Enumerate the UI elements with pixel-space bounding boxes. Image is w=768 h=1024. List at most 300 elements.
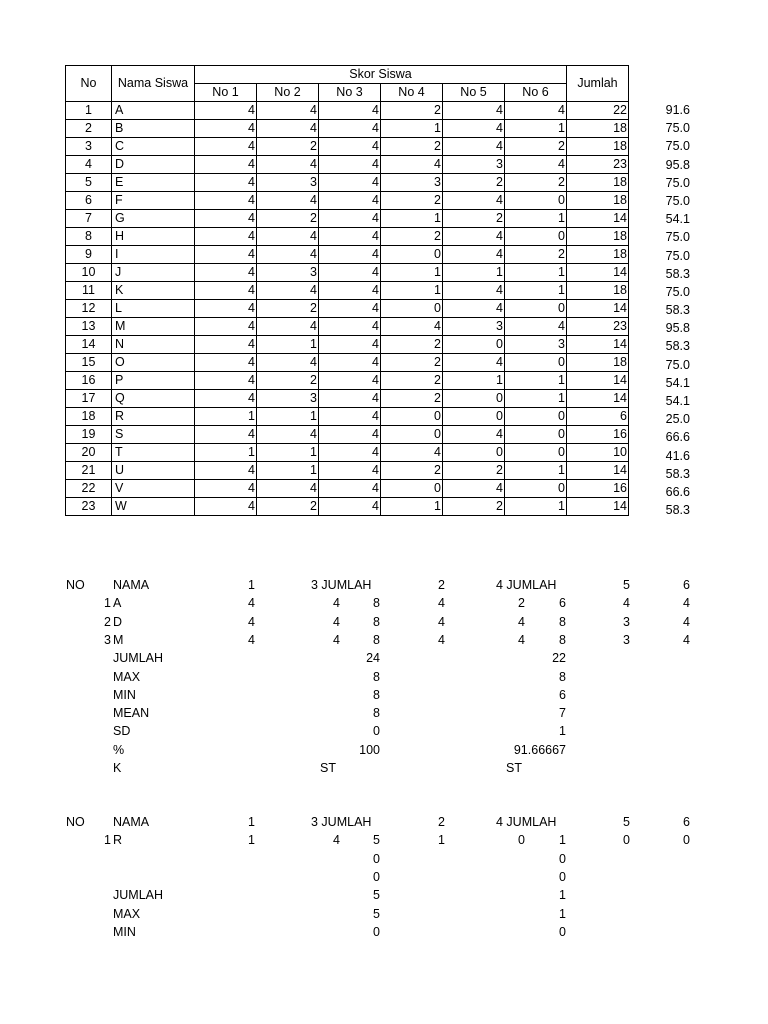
summary-cell: 1 (248, 833, 255, 848)
percentage-value: 75.0 (665, 284, 690, 299)
cell-score: 2 (443, 210, 505, 228)
percentage-value: 41.6 (665, 448, 690, 463)
cell-score: 4 (257, 246, 319, 264)
cell-score: 4 (319, 480, 381, 498)
summary-cell: 1 (248, 815, 255, 829)
cell-no: 2 (66, 120, 112, 138)
cell-score: 2 (505, 138, 567, 156)
cell-score: 4 (443, 282, 505, 300)
cell-score: 2 (381, 372, 443, 390)
summary-cell: NAMA (113, 578, 150, 592)
cell-score: 4 (195, 390, 257, 408)
cell-score: 4 (443, 246, 505, 264)
table-row (66, 300, 629, 318)
cell-score: 1 (257, 462, 319, 480)
cell-jumlah: 22 (567, 102, 629, 120)
summary-cell: 0 (623, 833, 630, 848)
cell-score: 4 (319, 462, 381, 480)
percentage-value: 66.6 (665, 430, 690, 445)
summary-cell: 6 (683, 815, 690, 829)
cell-nama: F (112, 192, 195, 210)
cell-no: 6 (66, 192, 112, 210)
cell-no: 14 (66, 336, 112, 354)
cell-nama: H (112, 228, 195, 246)
percentage-value: 95.8 (665, 157, 690, 172)
cell-score: 4 (443, 120, 505, 138)
summary-row (0, 813, 768, 831)
percentage-value: 58.3 (665, 466, 690, 481)
cell-score: 1 (505, 210, 567, 228)
cell-score: 1 (195, 444, 257, 462)
cell-score: 4 (195, 120, 257, 138)
cell-score: 1 (505, 282, 567, 300)
summary-cell: 4 (518, 632, 525, 647)
cell-score: 4 (195, 480, 257, 498)
cell-score: 4 (319, 102, 381, 120)
cell-jumlah: 14 (567, 300, 629, 318)
cell-score: 4 (257, 354, 319, 372)
summary-cell: 8 (559, 669, 566, 684)
summary-cell: 4 (248, 614, 255, 629)
cell-jumlah: 18 (567, 174, 629, 192)
cell-jumlah: 14 (567, 264, 629, 282)
cell-score: 0 (443, 336, 505, 354)
cell-score: 4 (443, 138, 505, 156)
percentage-value: 54.1 (665, 212, 690, 227)
cell-no: 5 (66, 174, 112, 192)
cell-score: 3 (257, 174, 319, 192)
percentage-value: 58.3 (665, 339, 690, 354)
summary-cell: 8 (373, 706, 380, 721)
summary-row (0, 759, 768, 777)
table-row (66, 174, 629, 192)
summary-row (0, 649, 768, 667)
cell-score: 1 (505, 264, 567, 282)
cell-score: 1 (381, 210, 443, 228)
cell-score: 2 (381, 102, 443, 120)
cell-score: 4 (319, 336, 381, 354)
cell-score: 4 (319, 408, 381, 426)
header-skor-siswa: Skor Siswa (195, 66, 567, 84)
cell-score: 4 (195, 498, 257, 516)
cell-score: 3 (443, 156, 505, 174)
summary-cell: 6 (559, 596, 566, 611)
cell-score: 2 (257, 300, 319, 318)
cell-score: 4 (319, 264, 381, 282)
summary-cell: 1 (559, 724, 566, 739)
cell-no: 22 (66, 480, 112, 498)
cell-score: 4 (443, 192, 505, 210)
cell-no: 17 (66, 390, 112, 408)
cell-no: 23 (66, 498, 112, 516)
summary-cell: 5 (623, 578, 630, 592)
cell-score: 2 (381, 462, 443, 480)
cell-score: 4 (195, 300, 257, 318)
cell-jumlah: 18 (567, 192, 629, 210)
summary-cell: 4 (333, 614, 340, 629)
header-question-6: No 6 (505, 84, 567, 102)
summary-cell: MAX (113, 906, 141, 921)
summary-cell: 8 (559, 632, 566, 647)
cell-score: 4 (443, 300, 505, 318)
summary-cell: 8 (559, 614, 566, 629)
summary-cell: 8 (373, 596, 380, 611)
cell-score: 2 (381, 390, 443, 408)
cell-score: 0 (381, 408, 443, 426)
cell-score: 4 (443, 228, 505, 246)
percentage-value: 54.1 (665, 394, 690, 408)
cell-score: 1 (381, 264, 443, 282)
cell-no: 13 (66, 318, 112, 336)
cell-score: 1 (381, 282, 443, 300)
cell-no: 12 (66, 300, 112, 318)
cell-score: 0 (381, 246, 443, 264)
summary-cell: 8 (373, 687, 380, 702)
summary-cell: 3 JUMLAH (311, 578, 372, 592)
summary-cell: ST (506, 761, 522, 775)
cell-score: 1 (381, 120, 443, 138)
summary-cell: 4 (683, 596, 690, 611)
cell-score: 3 (257, 390, 319, 408)
percentage-value: 58.3 (665, 266, 690, 281)
table-row (66, 408, 629, 426)
percentage-value: 95.8 (665, 321, 690, 336)
cell-nama: O (112, 354, 195, 372)
percentage-column (640, 101, 690, 519)
cell-jumlah: 14 (567, 462, 629, 480)
percentage-value: 75.0 (665, 139, 690, 154)
summary-row (0, 631, 768, 649)
summary-cell: 6 (559, 687, 566, 702)
summary-cell: 4 (518, 614, 525, 629)
cell-score: 0 (505, 444, 567, 462)
summary-cell: 8 (373, 632, 380, 647)
cell-no: 21 (66, 462, 112, 480)
summary-cell: 4 (683, 632, 690, 647)
cell-score: 2 (443, 174, 505, 192)
cell-no: 4 (66, 156, 112, 174)
cell-nama: L (112, 300, 195, 318)
cell-score: 4 (443, 354, 505, 372)
cell-no: 19 (66, 426, 112, 444)
cell-score: 4 (195, 318, 257, 336)
header-question-3: No 3 (319, 84, 381, 102)
cell-jumlah: 14 (567, 390, 629, 408)
summary-cell: JUMLAH (113, 651, 164, 666)
summary-cell: MAX (113, 669, 141, 684)
cell-score: 1 (257, 408, 319, 426)
cell-score: 4 (381, 318, 443, 336)
table-row (66, 390, 629, 408)
cell-nama: V (112, 480, 195, 498)
cell-score: 2 (257, 372, 319, 390)
summary-cell: SD (113, 724, 131, 739)
cell-score: 2 (381, 228, 443, 246)
cell-nama: E (112, 174, 195, 192)
cell-score: 4 (195, 210, 257, 228)
cell-score: 0 (381, 480, 443, 498)
cell-score: 2 (381, 336, 443, 354)
summary-cell: 4 (333, 632, 340, 647)
score-table (65, 65, 629, 516)
cell-jumlah: 6 (567, 408, 629, 426)
cell-jumlah: 14 (567, 372, 629, 390)
table-row (66, 318, 629, 336)
cell-score: 0 (505, 426, 567, 444)
cell-score: 0 (505, 300, 567, 318)
summary-row (0, 886, 768, 904)
cell-no: 3 (66, 138, 112, 156)
header-jumlah: Jumlah (567, 66, 629, 102)
cell-no: 20 (66, 444, 112, 462)
summary-cell: NO (66, 578, 85, 592)
percentage-value: 75.0 (665, 230, 690, 245)
cell-no: 1 (66, 102, 112, 120)
cell-score: 4 (195, 156, 257, 174)
summary-cell: ST (320, 761, 336, 775)
cell-score: 4 (443, 102, 505, 120)
cell-jumlah: 14 (567, 336, 629, 354)
percentage-value: 75.0 (665, 175, 690, 190)
percentage-value: 75.0 (665, 357, 690, 372)
cell-score: 2 (443, 462, 505, 480)
cell-score: 4 (195, 354, 257, 372)
cell-score: 4 (319, 426, 381, 444)
percentage-value: 58.3 (665, 503, 690, 518)
summary-cell: NAMA (113, 815, 150, 829)
cell-nama: T (112, 444, 195, 462)
cell-score: 4 (195, 462, 257, 480)
cell-score: 4 (195, 138, 257, 156)
cell-no: 10 (66, 264, 112, 282)
cell-score: 4 (319, 228, 381, 246)
cell-score: 4 (319, 210, 381, 228)
cell-score: 4 (195, 372, 257, 390)
summary-cell: 0 (559, 924, 566, 939)
header-question-2: No 2 (257, 84, 319, 102)
percentage-value: 75.0 (665, 121, 690, 136)
cell-score: 1 (505, 372, 567, 390)
cell-score: 4 (195, 228, 257, 246)
summary-cell: 7 (559, 706, 566, 721)
cell-score: 4 (195, 336, 257, 354)
summary-cell: 4 (438, 614, 445, 629)
cell-score: 1 (443, 372, 505, 390)
table-row (66, 480, 629, 498)
cell-score: 2 (505, 174, 567, 192)
cell-score: 1 (505, 120, 567, 138)
table-row (66, 282, 629, 300)
header-no: No (66, 66, 112, 102)
cell-score: 4 (505, 156, 567, 174)
cell-no: 16 (66, 372, 112, 390)
summary-cell: 6 (683, 578, 690, 592)
cell-score: 4 (257, 426, 319, 444)
cell-score: 4 (257, 282, 319, 300)
table-row (66, 102, 629, 120)
cell-jumlah: 18 (567, 228, 629, 246)
cell-score: 4 (319, 444, 381, 462)
table-row (66, 156, 629, 174)
summary-row (0, 905, 768, 923)
cell-score: 1 (257, 336, 319, 354)
summary-cell: 91.66667 (513, 742, 566, 757)
summary-cell: 5 (373, 888, 380, 903)
summary-cell: 4 (438, 596, 445, 611)
percentage-value: 25.0 (665, 412, 690, 427)
cell-score: 2 (381, 354, 443, 372)
cell-nama: W (112, 498, 195, 516)
summary-row (0, 594, 768, 612)
header-nama-siswa: Nama Siswa (112, 66, 195, 102)
summary-cell: NO (66, 815, 85, 829)
table-row (66, 444, 629, 462)
table-row (66, 246, 629, 264)
summary-cell: JUMLAH (113, 888, 164, 903)
summary-cell: 0 (373, 851, 380, 866)
summary-cell: 1 (248, 578, 255, 592)
cell-score: 3 (505, 336, 567, 354)
summary-cell: 0 (373, 924, 380, 939)
summary-cell: 2 (104, 614, 111, 629)
summary-cell: 4 JUMLAH (496, 578, 557, 592)
cell-score: 1 (443, 264, 505, 282)
cell-score: 4 (257, 156, 319, 174)
summary-cell: A (113, 596, 122, 611)
header-question-4: No 4 (381, 84, 443, 102)
cell-score: 1 (505, 498, 567, 516)
summary-cell: R (113, 833, 123, 848)
cell-score: 4 (257, 102, 319, 120)
cell-jumlah: 14 (567, 210, 629, 228)
cell-score: 1 (381, 498, 443, 516)
cell-score: 4 (257, 228, 319, 246)
cell-nama: S (112, 426, 195, 444)
cell-score: 3 (381, 174, 443, 192)
cell-no: 8 (66, 228, 112, 246)
cell-score: 4 (319, 156, 381, 174)
table-row (66, 210, 629, 228)
cell-score: 0 (443, 408, 505, 426)
summary-cell: 24 (366, 651, 380, 666)
summary-cell: 3 (104, 632, 111, 647)
cell-nama: P (112, 372, 195, 390)
cell-jumlah: 10 (567, 444, 629, 462)
cell-score: 4 (319, 372, 381, 390)
percentage-value: 91.6 (665, 103, 690, 117)
cell-score: 4 (195, 174, 257, 192)
percentage-value: 75.0 (665, 248, 690, 263)
cell-score: 1 (505, 462, 567, 480)
cell-score: 2 (257, 210, 319, 228)
summary-cell: % (113, 742, 125, 757)
summary-cell: K (113, 761, 122, 775)
summary-cell: M (113, 632, 124, 647)
summary-row (0, 686, 768, 704)
summary-row (0, 722, 768, 740)
cell-nama: G (112, 210, 195, 228)
summary-row (0, 741, 768, 759)
summary-cell: MIN (113, 687, 136, 702)
cell-score: 4 (195, 264, 257, 282)
table-row (66, 426, 629, 444)
summary-cell: 2 (518, 596, 525, 611)
summary-cell: 1 (559, 833, 566, 848)
table-row (66, 372, 629, 390)
summary-cell: 4 (248, 632, 255, 647)
cell-score: 4 (319, 318, 381, 336)
cell-score: 4 (195, 246, 257, 264)
summary-row (0, 868, 768, 886)
summary-cell: 3 (623, 632, 630, 647)
cell-no: 11 (66, 282, 112, 300)
summary-cell: 0 (683, 833, 690, 848)
cell-score: 4 (319, 354, 381, 372)
cell-score: 4 (195, 192, 257, 210)
percentage-value: 58.3 (665, 303, 690, 318)
cell-score: 0 (443, 390, 505, 408)
cell-score: 1 (257, 444, 319, 462)
summary-cell: 1 (104, 596, 111, 611)
table-row (66, 354, 629, 372)
cell-jumlah: 18 (567, 246, 629, 264)
summary-cell: D (113, 614, 123, 629)
cell-nama: B (112, 120, 195, 138)
cell-nama: U (112, 462, 195, 480)
cell-score: 3 (257, 264, 319, 282)
table-row (66, 498, 629, 516)
summary-cell: 5 (373, 906, 380, 921)
summary-cell: MIN (113, 924, 136, 939)
cell-nama: R (112, 408, 195, 426)
cell-jumlah: 16 (567, 480, 629, 498)
summary-cell: 0 (559, 851, 566, 866)
cell-score: 4 (443, 480, 505, 498)
cell-jumlah: 18 (567, 354, 629, 372)
summary-cell: 2 (438, 578, 445, 592)
cell-score: 4 (195, 102, 257, 120)
summary-row (0, 613, 768, 631)
summary-cell: 4 (683, 614, 690, 629)
summary-cell: MEAN (113, 706, 150, 721)
summary-cell: 1 (559, 906, 566, 921)
cell-score: 4 (257, 318, 319, 336)
summary-cell: 8 (373, 669, 380, 684)
cell-score: 0 (505, 192, 567, 210)
summary-cell: 4 JUMLAH (496, 815, 557, 829)
cell-no: 9 (66, 246, 112, 264)
table-row (66, 192, 629, 210)
cell-nama: K (112, 282, 195, 300)
cell-score: 2 (505, 246, 567, 264)
summary-cell: 100 (359, 742, 380, 757)
cell-score: 4 (319, 390, 381, 408)
table-row (66, 120, 629, 138)
summary-cell: 8 (373, 614, 380, 629)
summary-cell: 0 (373, 869, 380, 884)
cell-score: 4 (381, 156, 443, 174)
cell-score: 4 (319, 282, 381, 300)
cell-jumlah: 18 (567, 282, 629, 300)
cell-score: 2 (257, 498, 319, 516)
table-row (66, 228, 629, 246)
summary-cell: 5 (373, 833, 380, 848)
cell-nama: M (112, 318, 195, 336)
cell-nama: N (112, 336, 195, 354)
summary-cell: 5 (623, 815, 630, 829)
cell-score: 0 (505, 408, 567, 426)
cell-score: 0 (443, 444, 505, 462)
